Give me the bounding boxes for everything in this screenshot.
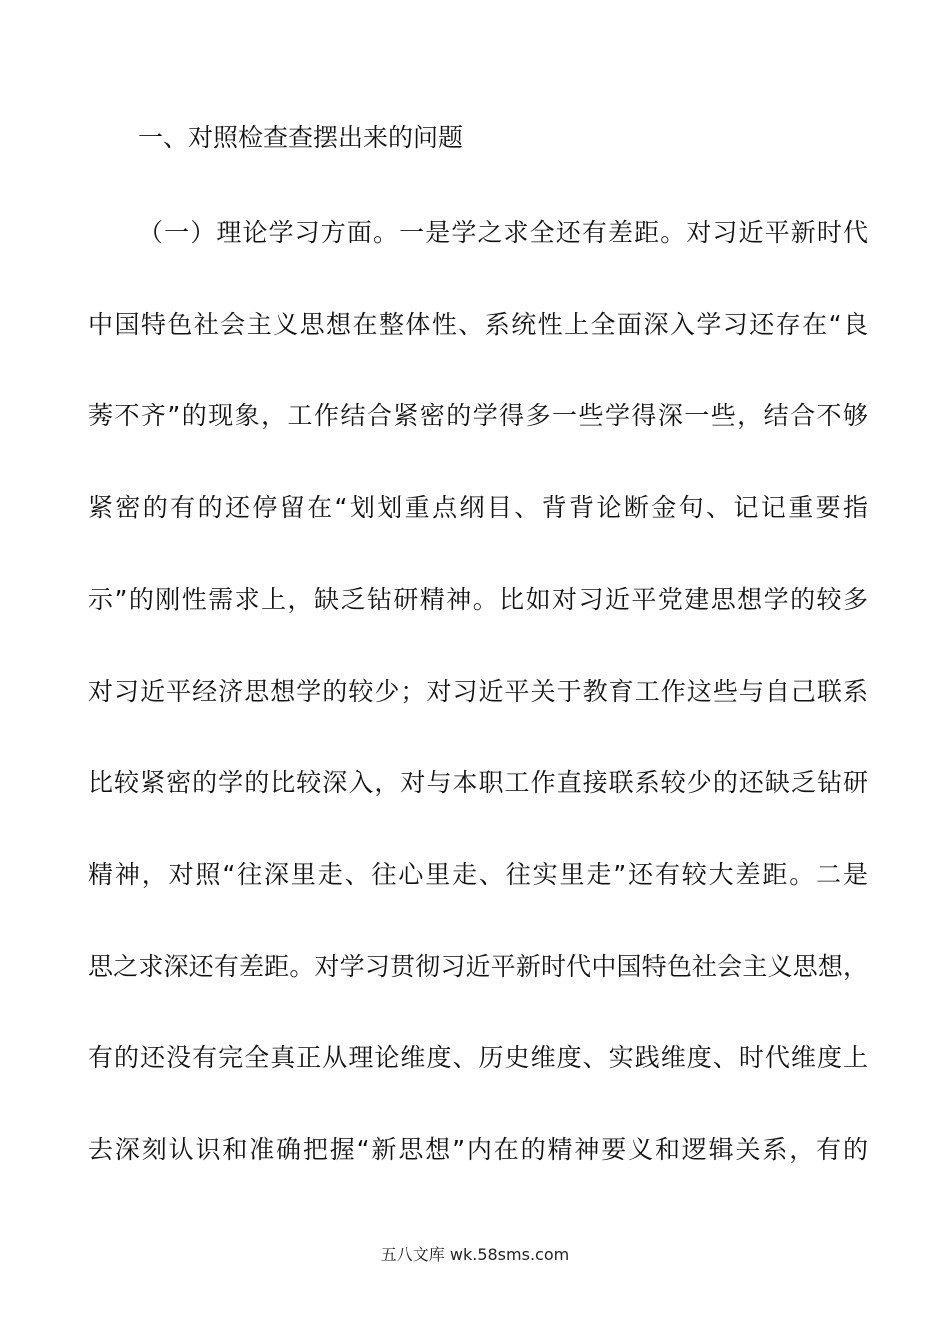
paragraph-line: 比较紧密的学的比较深入，对与本职工作直接联系较少的还缺乏钻研	[88, 768, 868, 797]
page-footer-watermark: 五八文库 wk.58sms.com	[380, 1245, 570, 1264]
paragraph-line: （一）理论学习方面。一是学之求全还有差距。对习近平新时代	[138, 218, 868, 247]
section-heading: 一、对照检查查摆出来的问题	[138, 123, 464, 152]
paragraph-line: 示”的刚性需求上，缺乏钻研精神。比如对习近平党建思想学的较多	[88, 585, 868, 614]
paragraph-line: 紧密的有的还停留在“划划重点纲目、背背论断金句、记记重要指	[88, 493, 868, 522]
paragraph-line: 有的还没有完全真正从理论维度、历史维度、实践维度、时代维度上	[88, 1043, 868, 1072]
paragraph-line: 中国特色社会主义思想在整体性、系统性上全面深入学习还存在“良	[88, 310, 868, 339]
paragraph-line: 对习近平经济思想学的较少；对习近平关于教育工作这些与自己联系	[88, 677, 868, 706]
paragraph-line: 莠不齐”的现象，工作结合紧密的学得多一些学得深一些，结合不够	[88, 401, 868, 430]
paragraph-line: 去深刻认识和准确把握“新思想”内在的精神要义和逻辑关系，有的	[88, 1135, 868, 1164]
paragraph-line: 思之求深还有差距。对学习贯彻习近平新时代中国特色社会主义思想，	[88, 952, 868, 981]
paragraph-line: 精神，对照“往深里走、往心里走、往实里走”还有较大差距。二是	[88, 860, 868, 889]
